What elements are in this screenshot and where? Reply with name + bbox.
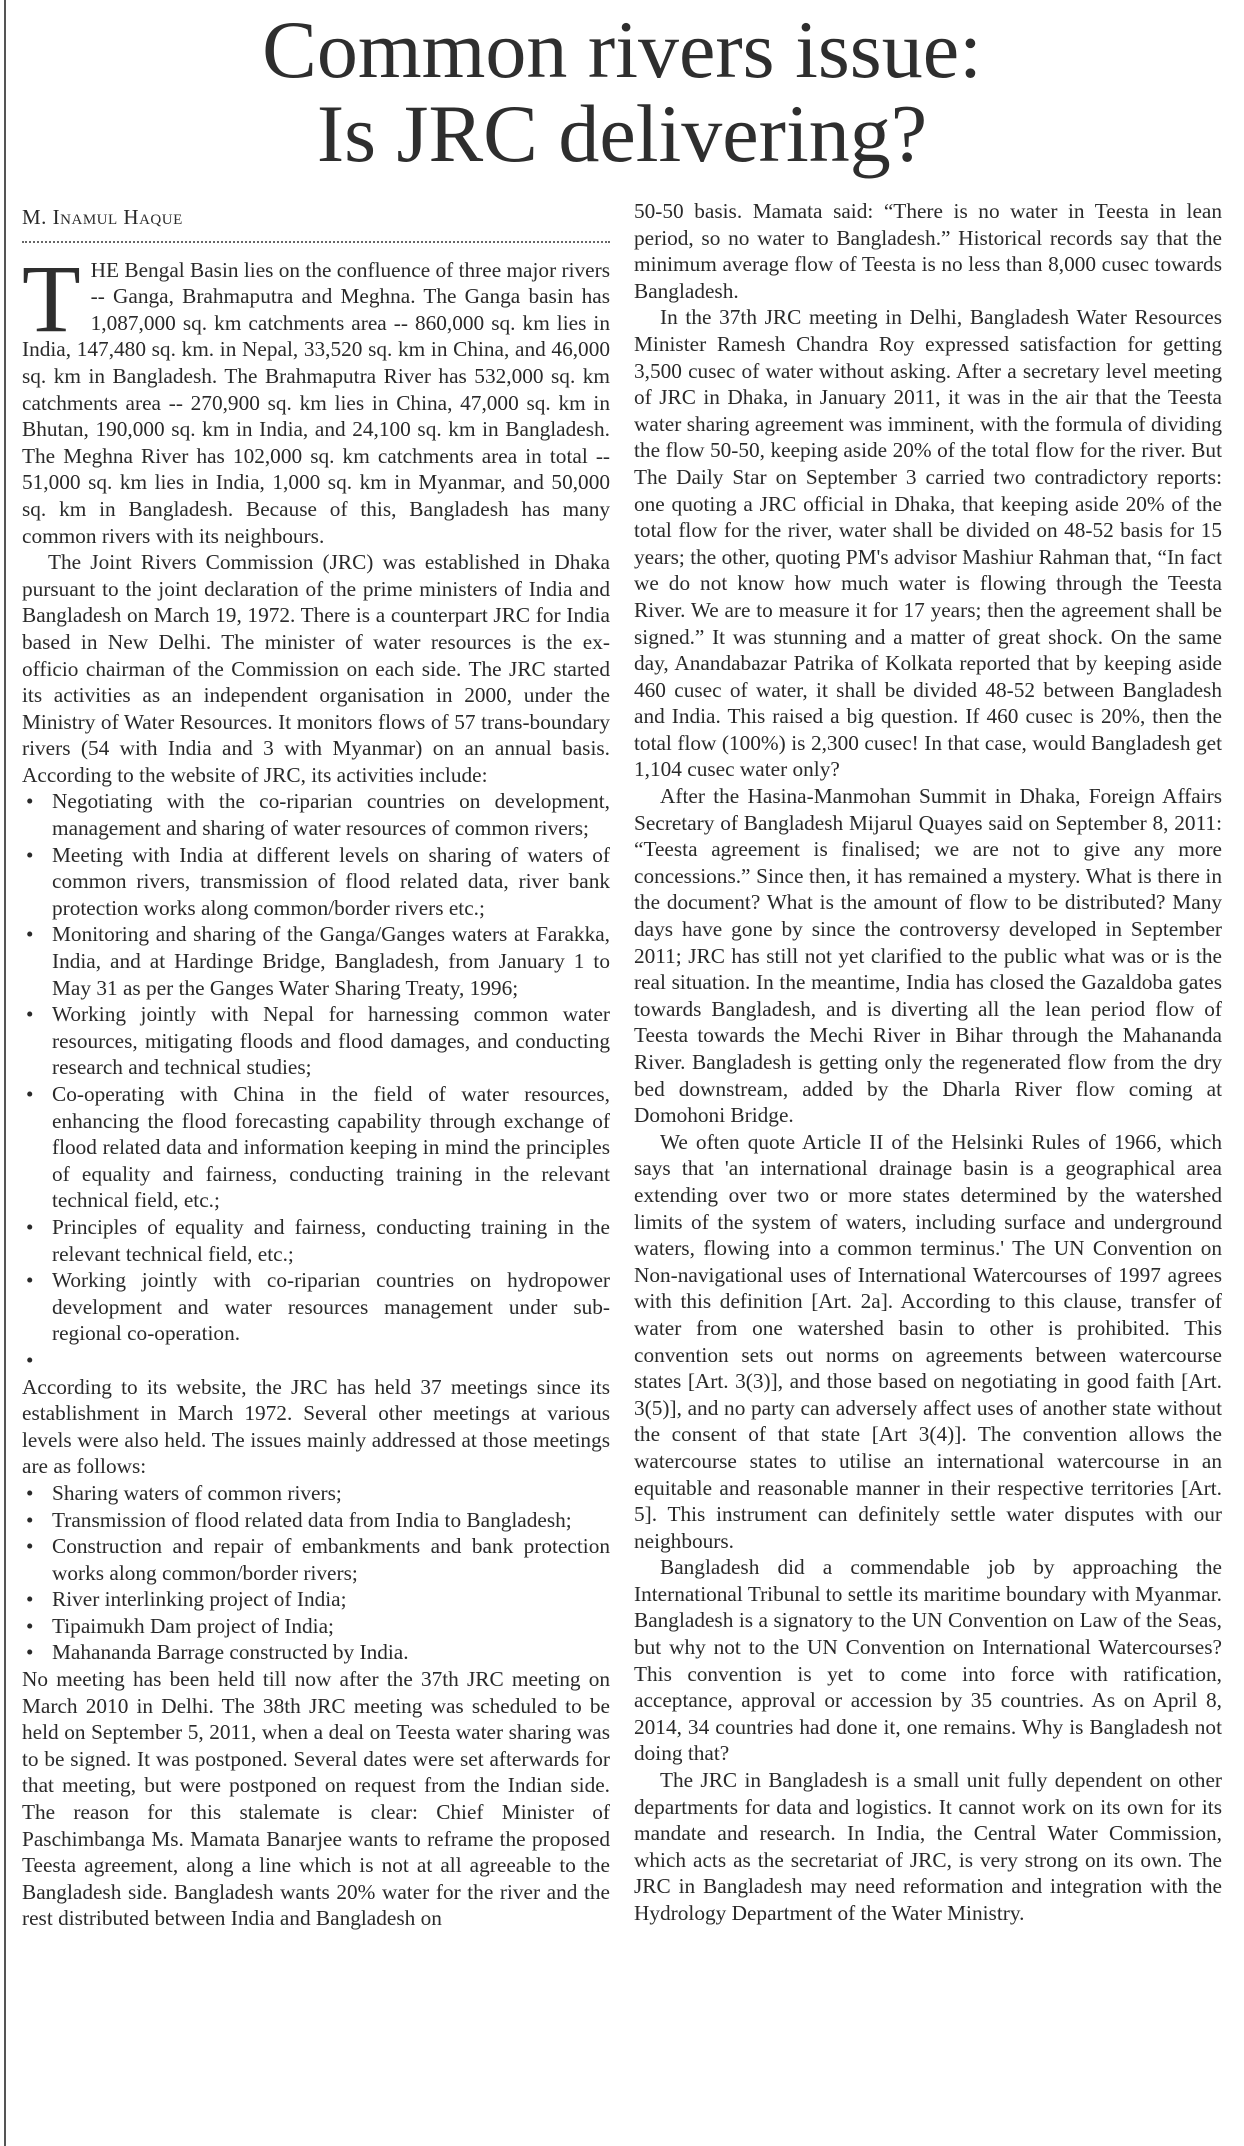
issues-list	[22, 1480, 610, 1666]
paragraph: No meeting has been held till now after the 37th JRC meeting on March 2010 in Delhi. The 38th JRC meeting was scheduled to be held on September 5, 2011, when a deal on Teesta water sharing was to be signed. It was postponed. Several dates were set afterwards for that meeting, but were postponed on request from the Indian side. The reason for this stalemate is clear: Chief Minister of Paschimbanga Ms. Mamata Banarjee wants to reframe the proposed Teesta agreement, along a line which is not at all agreeable to the Bangladesh side. Bangladesh wants 20% water for the river and the rest distributed between India and Bangladesh on	[22, 1667, 610, 1931]
headline-line-1: Common rivers issue:	[262, 4, 982, 95]
list-item: • River interlinking project of India;	[52, 1586, 610, 1613]
paragraph: We often quote Article II of the Helsinki Rules of 1966, which says that 'an international drainage basin is a geographical area extending over two or more states determined by the watershed limits of the system of waters, including surface and underground waters, flowing into a common terminus.' The UN Convention on Non-navigational uses of International Watercourses of 1997 agrees with this definition [Art. 2a]. According to this clause, transfer of water from one watershed basin to other is prohibited. This convention sets out norms on agreements between watercourse states [Art. 3(3)], and those based on negotiating in good faith [Art. 3(5)], and no party can adversely affect uses of another state without the consent of that state [Art 3(4)]. The convention allows the watercourse states to utilise an international watercourse in an equitable and reasonable manner in their respective territories [Art. 5]. This instrument can definitely settle water disputes with our neighbours.	[634, 1129, 1222, 1553]
list-item: • Transmission of flood related data from India to Bangladesh;	[52, 1507, 610, 1534]
column-rule	[4, 0, 6, 2146]
headline-line-2: Is JRC delivering?	[316, 88, 928, 179]
paragraph: Bangladesh did a commendable job by approaching the International Tribunal to settle its maritime boundary with Myanmar. Bangladesh is a signatory to the UN Convention on Law of the Seas, but why not to the UN Convention on International Watercourses? This convention is yet to come into force with ratification, acceptance, approval or accession by 35 countries. As on April 8, 2014, 34 countries had done it, one remains. Why is Bangladesh not doing that?	[634, 1555, 1222, 1766]
list-item: • Mahananda Barrage constructed by India.	[52, 1639, 610, 1666]
list-item: • Principles of equality and fairness, conducting training in the relevant technical field, etc.;	[52, 1214, 610, 1267]
paragraph-text: HE Bengal Basin lies on the confluence of three major rivers -- Ganga, Brahmaputra and Meghna. The Ganga basin has 1,087,000 sq. km catchments area -- 860,000 sq. km lies in India, 147,480 sq. km. in Nepal, 33,520 sq. km in China, and 46,000 sq. km in Bangladesh. The Brahmaputra River has 532,000 sq. km catchments area -- 270,900 sq. km lies in China, 47,000 sq. km in Bhutan, 190,000 sq. km in India, and 24,100 sq. km in Bangladesh. The Meghna River has 102,000 sq. km catchments area in total -- 51,000 sq. km lies in India, 1,000 sq. km in Myanmar, and 50,000 sq. km in Bangladesh. Because of this, Bangladesh has many common rivers with its neighbours.	[22, 257, 610, 548]
article-column-right	[634, 198, 1222, 1927]
list-item: • Meeting with India at different levels on sharing of waters of common rivers, transmission of flood related data, river bank protection works along common/border rivers etc.;	[52, 842, 610, 922]
list-item: • Working jointly with co-riparian countries on hydropower development and water resources management under sub-regional co-operation.	[52, 1267, 610, 1347]
list-item: • Construction and repair of embankments and bank protection works along common/border rivers;	[52, 1533, 610, 1586]
paragraph: 50-50 basis. Mamata said: “There is no water in Teesta in lean period, so no water to Bangladesh.” Historical records say that the minimum average flow of Teesta is no less than 8,000 cusec towards Bangladesh.	[634, 199, 1222, 303]
list-item: • Monitoring and sharing of the Ganga/Ganges waters at Farakka, India, and at Hardinge Bridge, Bangladesh, from January 1 to May 31 as per the Ganges Water Sharing Treaty, 1996;	[52, 921, 610, 1001]
list-item: • Co-operating with China in the field of water resources, enhancing the flood forecasting capability through exchange of flood related data and information keeping in mind the principles of equality and fairness, conducting training in the relevant technical field, etc.;	[52, 1081, 610, 1214]
list-item: • Tipaimukh Dam project of India;	[52, 1613, 610, 1640]
list-item: • Sharing waters of common rivers;	[52, 1480, 610, 1507]
paragraph: According to its website, the JRC has held 37 meetings since its establishment in March 1972. Several other meetings at various levels were also held. The issues mainly addressed at those meetings are as follows:	[22, 1374, 610, 1479]
paragraph: The JRC in Bangladesh is a small unit fully dependent on other departments for data and logistics. It cannot work on its own for its mandate and research. In India, the Central Water Commission, which acts as the secretariat of JRC, is very strong on its own. The JRC in Bangladesh may need reformation and integration with the Hydrology Department of the Water Ministry.	[634, 1768, 1222, 1925]
byline: M. Inamul Haque	[22, 205, 183, 229]
list-item: • Working jointly with Nepal for harnessing common water resources, mitigating floods and flood damages, and conducting research and technical studies;	[52, 1001, 610, 1081]
article-column-left	[22, 204, 610, 1932]
paragraph: The Joint Rivers Commission (JRC) was established in Dhaka pursuant to the joint declaration of the prime ministers of India and Bangladesh on March 19, 1972. There is a counterpart JRC for India based in New Delhi. The minister of water resources is the ex-officio chairman of the Commission on each side. The JRC started its activities as an independent organisation in 2000, under the Ministry of Water Resources. It monitors flows of 57 trans-boundary rivers (54 with India and 3 with Myanmar) on an annual basis. According to the website of JRC, its activities include:	[22, 550, 610, 787]
paragraph-intro	[22, 244, 610, 550]
drop-cap: T	[22, 244, 81, 352]
list-item: • Negotiating with the co-riparian countries on development, management and sharing of water resources of common rivers;	[52, 788, 610, 841]
paragraph: After the Hasina-Manmohan Summit in Dhaka, Foreign Affairs Secretary of Bangladesh Mijarul Quayes said on September 8, 2011: “Teesta agreement is finalised; we are not to give any more concessions.” Since then, it has remained a mystery. What is there in the document? What is the amount of flow to be distributed? Many days have gone by since the controversy developed in September 2011; JRC has still not yet clarified to the public what was or is the real situation. In the meantime, India has closed the Gazaldoba gates towards Bangladesh, and is diverting all the lean period flow of Teesta towards the Mechi River in Bihar through the Mahananda River. Bangladesh is getting only the regenerated flow from the dry bed downstream, added by the Dharla River flow coming at Domohoni Bridge.	[634, 784, 1222, 1128]
empty-list-item	[52, 1347, 610, 1374]
dotted-divider	[22, 235, 610, 243]
activities-list	[22, 788, 610, 1373]
headline	[0, 4, 1244, 179]
paragraph: In the 37th JRC meeting in Delhi, Bangladesh Water Resources Minister Ramesh Chandra Roy expressed satisfaction for getting 3,500 cusec of water without asking. After a secretary level meeting of JRC in Dhaka, in January 2011, it was in the air that the Teesta water sharing agreement was imminent, with the formula of dividing the flow 50-50, keeping aside 20% of the total flow for the river. But The Daily Star on September 3 carried two contradictory reports: one quoting a JRC official in Dhaka, that keeping aside 20% of the total flow for the river, water shall be divided on 48-52 basis for 15 years; the other, quoting PM's advisor Mashiur Rahman that, “In fact we do not know how much water is flowing through the Teesta River. We are to measure it for 17 years; then the agreement shall be signed.” It was stunning and a matter of great shock. On the same day, Anandabazar Patrika of Kolkata reported that by keeping aside 460 cusec of water, it shall be divided 48-52 between Bangladesh and India. This raised a big question. If 460 cusec is 20%, then the total flow (100%) is 2,300 cusec! In that case, would Bangladesh get 1,104 cusec water only?	[634, 305, 1222, 782]
